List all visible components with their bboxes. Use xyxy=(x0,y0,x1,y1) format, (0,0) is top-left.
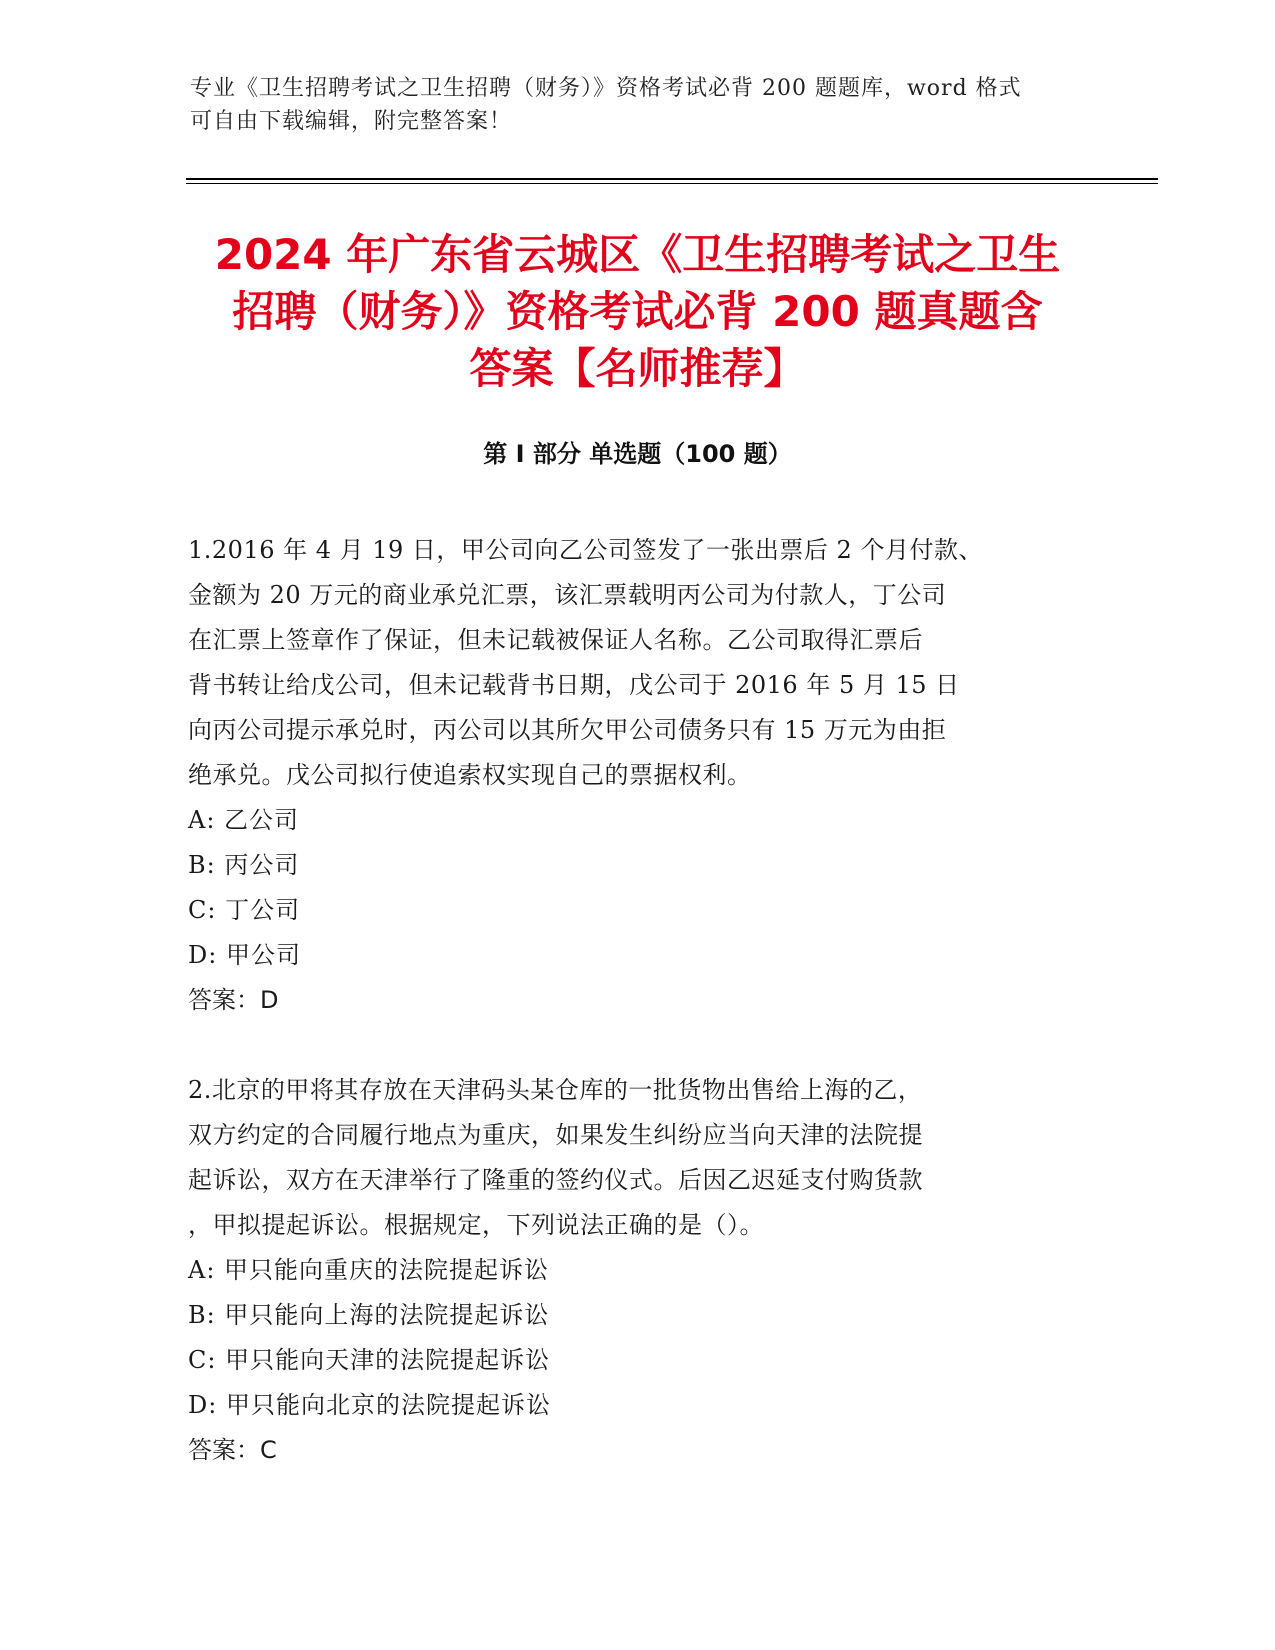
document-title-line: 2024 年广东省云城区《卫生招聘考试之卫生 xyxy=(214,230,1061,279)
option-c: C: 丁公司 xyxy=(188,896,301,924)
question-stem-line: ，甲拟提起诉讼。根据规定，下列说法正确的是（）。 xyxy=(188,1211,764,1239)
question-2 xyxy=(188,1068,1088,1473)
question-stem-line: 向丙公司提示承兑时，丙公司以其所欠甲公司债务只有 15 万元为由拒 xyxy=(188,716,947,744)
option-a: A: 甲只能向重庆的法院提起诉讼 xyxy=(188,1256,550,1284)
question-stem-line: 2.北京的甲将其存放在天津码头某仓库的一批货物出售给上海的乙， xyxy=(188,1076,923,1104)
option-d: D: 甲只能向北京的法院提起诉讼 xyxy=(188,1391,551,1419)
header-divider xyxy=(186,178,1158,180)
question-stem-line: 绝承兑。戊公司拟行使追索权实现自己的票据权利。 xyxy=(188,761,752,789)
question-stem-line: 1.2016 年 4 月 19 日，甲公司向乙公司签发了一张出票后 2 个月付款、 xyxy=(188,536,983,564)
header-note xyxy=(190,72,1090,138)
option-d: D: 甲公司 xyxy=(188,941,301,969)
question-stem xyxy=(188,1068,1088,1248)
answer: 答案：C xyxy=(188,1436,277,1464)
answer: 答案：D xyxy=(188,986,279,1014)
header-divider-thin xyxy=(186,183,1158,184)
option-b: B: 甲只能向上海的法院提起诉讼 xyxy=(188,1301,550,1329)
question-1 xyxy=(188,528,1088,1023)
option-b: B: 丙公司 xyxy=(188,851,300,879)
document-title xyxy=(160,226,1115,397)
header-note-line: 专业《卫生招聘考试之卫生招聘（财务）》资格考试必背 200 题题库，word 格式 xyxy=(190,76,1022,101)
document-title-line: 招聘（财务）》资格考试必背 200 题真题含 xyxy=(232,287,1043,336)
section-heading: 第 I 部分 单选题（100 题） xyxy=(483,440,792,468)
header-note-line: 可自由下载编辑，附完整答案！ xyxy=(190,109,513,134)
question-stem-line: 双方约定的合同履行地点为重庆，如果发生纠纷应当向天津的法院提 xyxy=(188,1121,923,1149)
option-a: A: 乙公司 xyxy=(188,806,300,834)
question-stem-line: 起诉讼，双方在天津举行了隆重的签约仪式。后因乙迟延支付购货款 xyxy=(188,1166,923,1194)
document-title-line: 答案【名师推荐】 xyxy=(469,344,806,393)
question-stem-line: 金额为 20 万元的商业承兑汇票，该汇票载明丙公司为付款人，丁公司 xyxy=(188,581,947,609)
question-stem-line: 在汇票上签章作了保证，但未记载被保证人名称。乙公司取得汇票后 xyxy=(188,626,923,654)
option-c: C: 甲只能向天津的法院提起诉讼 xyxy=(188,1346,551,1374)
question-stem-line: 背书转让给戊公司，但未记载背书日期，戊公司于 2016 年 5 月 15 日 xyxy=(188,671,960,699)
question-stem xyxy=(188,528,1088,798)
